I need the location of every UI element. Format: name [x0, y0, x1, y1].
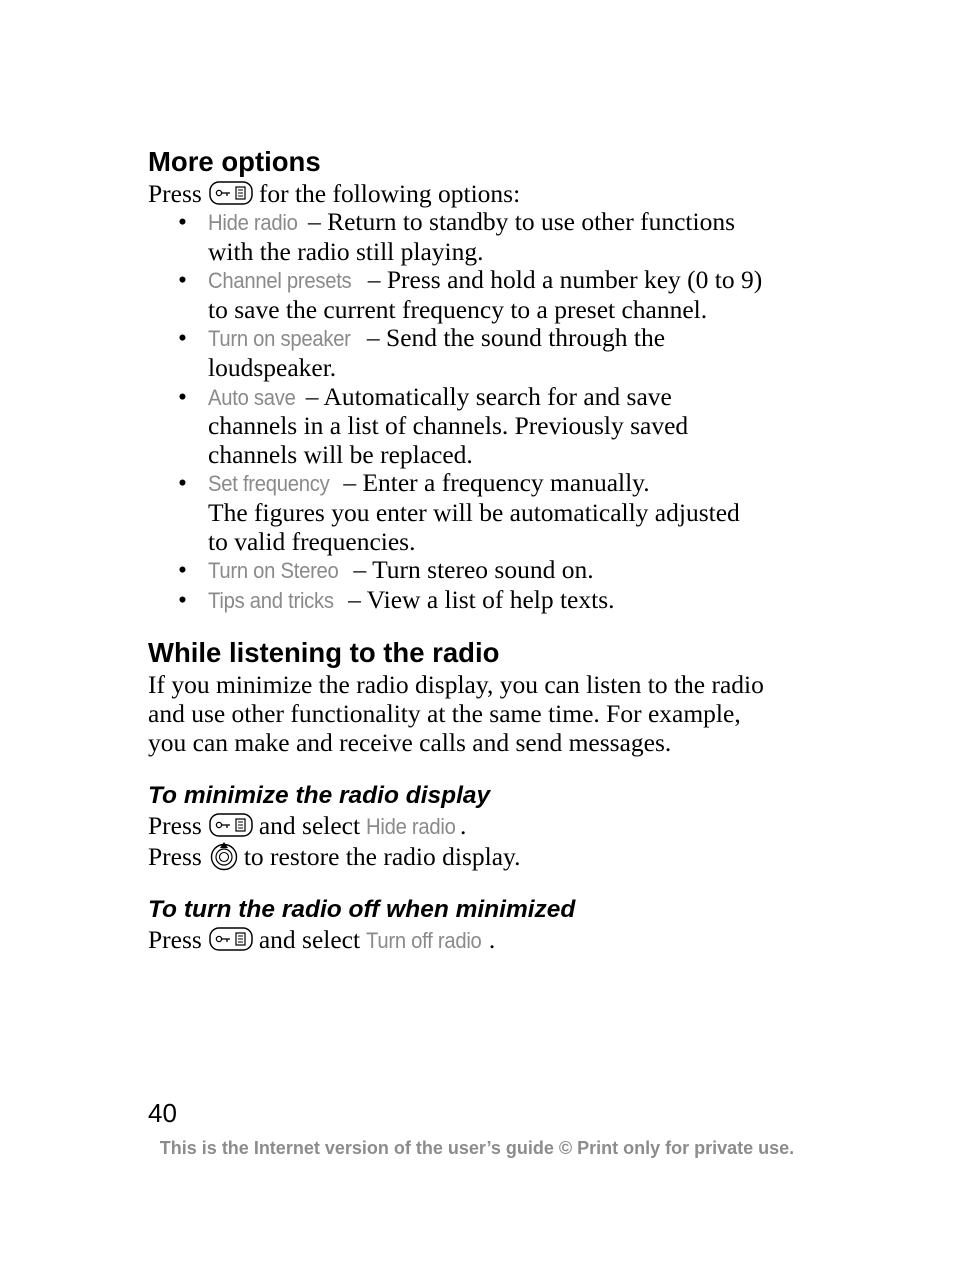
item-text: – View a list of help texts.: [348, 584, 615, 614]
menu-term-channel-presets: Channel presets: [208, 268, 352, 294]
paragraph-line: and use other functionality at the same time. For example,: [148, 699, 741, 729]
list-item: • Hide radio – Return to standby to use other functions with the radio still playing.: [178, 207, 736, 266]
menu-term-turn-on-stereo: Turn on Stereo: [208, 558, 339, 584]
minimize-line-2: [148, 841, 828, 871]
period: .: [460, 811, 467, 841]
item-text: with the radio still playing.: [208, 236, 484, 266]
item-text: – Automatically search for and save: [305, 381, 672, 411]
list-item: • Turn on Stereo – Turn stereo sound on.: [178, 555, 594, 585]
minimize-line-1: [148, 811, 828, 841]
heading-turn-off-radio: To turn the radio off when minimized: [148, 896, 576, 924]
press-text: Press: [148, 811, 202, 841]
item-text: – Enter a frequency manually.: [343, 468, 650, 498]
menu-term-turn-off-radio: Turn off radio: [366, 928, 483, 954]
and-select-text: and select: [258, 811, 361, 841]
item-text: to valid frequencies.: [208, 526, 416, 556]
while-listening-paragraph: [148, 670, 828, 757]
item-text: The figures you enter will be automatically adjusted: [208, 497, 740, 527]
menu-term-tips-and-tricks: Tips and tricks: [208, 587, 334, 613]
list-item: • Channel presets – Press and hold a number key (0 to 9) to save the current frequency to a preset channel.: [178, 265, 763, 324]
paragraph-line: you can make and receive calls and send messages.: [148, 728, 672, 758]
footer-notice: This is the Internet version of the user’s guide © Print only for private use.: [159, 1138, 795, 1158]
press-text: Press: [148, 925, 202, 955]
item-text: loudspeaker.: [208, 352, 337, 382]
more-options-intro: [148, 179, 828, 208]
item-text: channels will be replaced.: [208, 439, 473, 469]
item-text: to save the current frequency to a preset channel.: [208, 294, 708, 324]
menu-term-auto-save: Auto save: [208, 384, 296, 410]
heading-while-listening: While listening to the radio: [148, 637, 500, 669]
intro-following-text: for the following options:: [258, 179, 521, 208]
item-text: – Press and hold a number key (0 to 9): [367, 265, 763, 295]
options-key-icon: [209, 813, 253, 837]
item-text: – Send the sound through the: [366, 323, 666, 353]
options-list: [148, 208, 828, 615]
page-content: [148, 145, 828, 955]
menu-term-hide-radio: Hide radio: [208, 210, 298, 235]
item-text: – Return to standby to use other functions: [307, 207, 736, 236]
and-select-text: and select: [258, 925, 361, 955]
menu-term-set-frequency: Set frequency: [208, 471, 330, 497]
restore-text: to restore the radio display.: [243, 842, 521, 872]
joystick-icon: [210, 841, 238, 871]
item-text: – Turn stereo sound on.: [353, 555, 594, 585]
menu-term-hide-radio: Hide radio: [366, 814, 457, 840]
item-text: channels in a list of channels. Previously saved: [208, 411, 689, 441]
intro-press-text: Press: [148, 179, 202, 208]
list-item: • Turn on speaker – Send the sound through the loudspeaker.: [178, 323, 666, 382]
paragraph-line: If you minimize the radio display, you can listen to the radio: [148, 670, 764, 700]
menu-term-turn-on-speaker: Turn on speaker: [208, 326, 351, 352]
list-item: • Tips and tricks – View a list of help texts.: [178, 584, 615, 614]
list-item: • Set frequency – Enter a frequency manually. The figures you enter will be automatically adjusted to valid frequencies.: [178, 468, 740, 556]
list-item: • Auto save – Automatically search for and save channels in a list of channels. Previously saved channels will be replaced.: [178, 381, 689, 469]
heading-minimize-radio: To minimize the radio display: [148, 782, 491, 810]
page-number: 40: [148, 1098, 177, 1128]
turn-off-line: [148, 925, 828, 955]
period: .: [488, 925, 496, 955]
options-key-icon: [209, 927, 253, 951]
press-text: Press: [148, 842, 202, 872]
options-key-icon: [209, 181, 253, 205]
heading-more-options: More options: [148, 146, 321, 177]
